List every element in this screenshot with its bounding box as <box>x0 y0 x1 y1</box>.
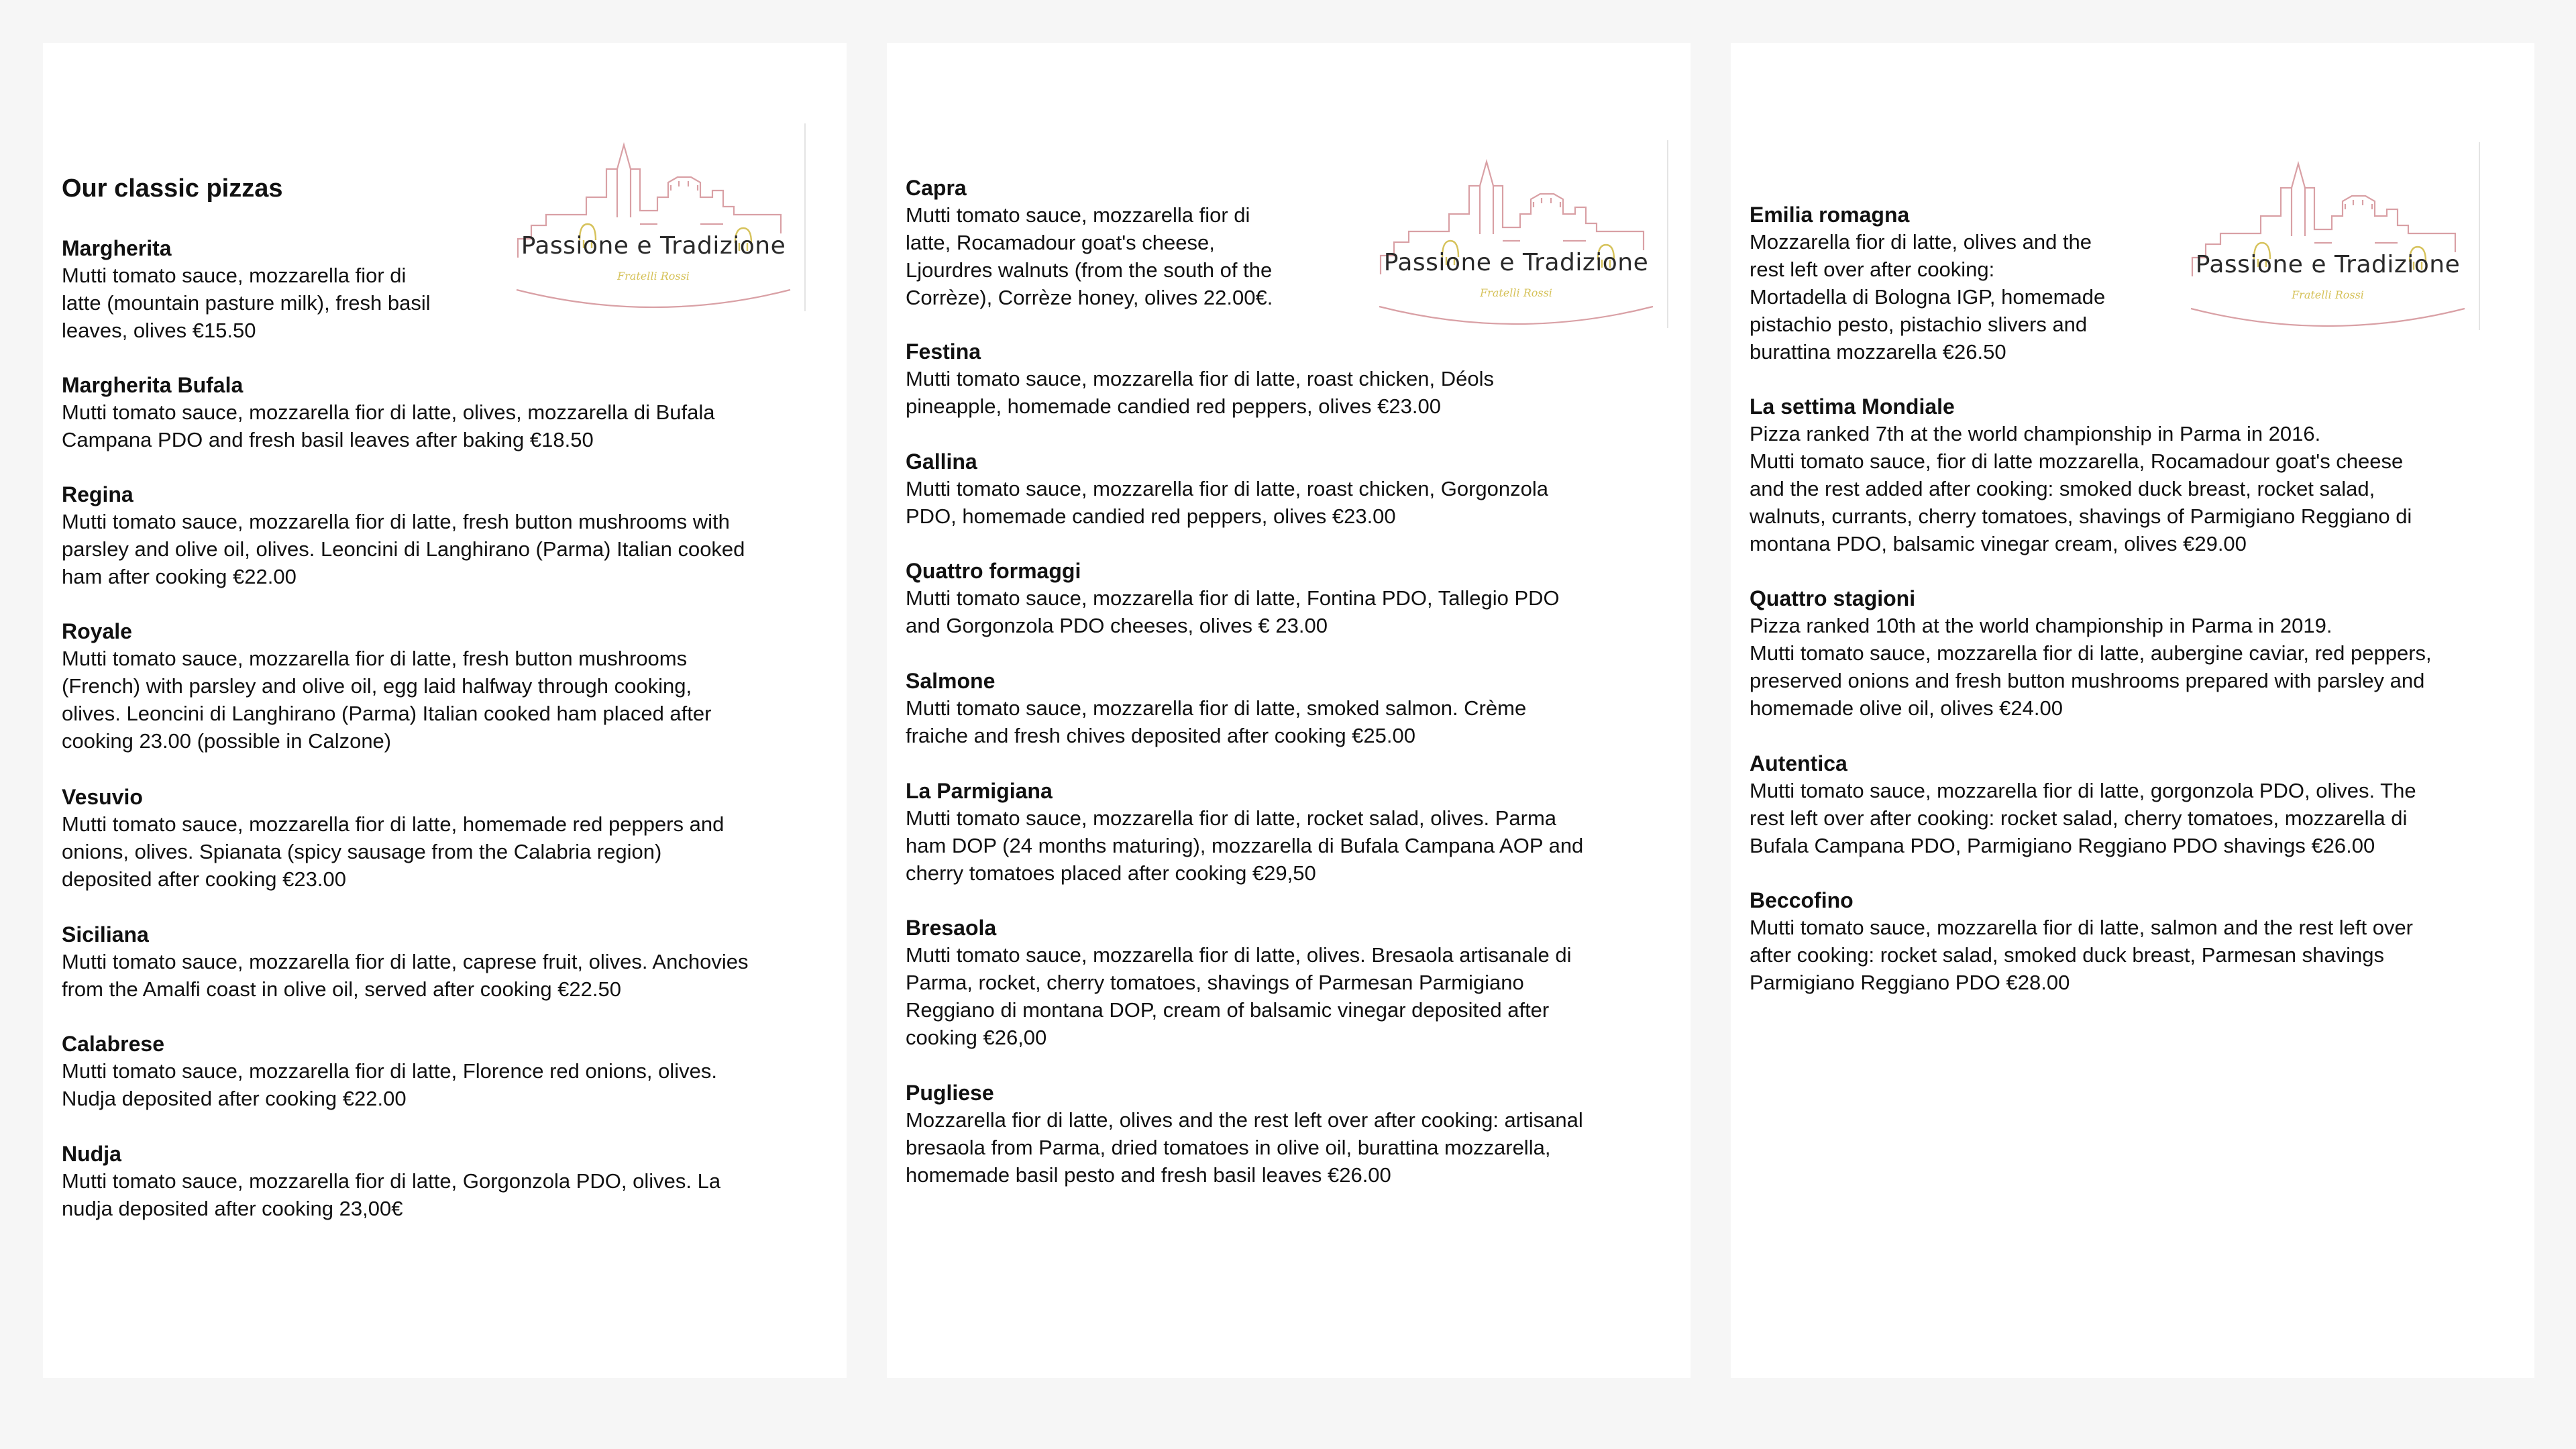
menu-item-name: Royale <box>62 619 132 643</box>
menu-item-name: Capra <box>906 176 967 200</box>
menu-page-2 <box>887 43 1690 1378</box>
menu-item <box>62 372 714 453</box>
menu-page-1 <box>43 43 847 1378</box>
menu-item-name: Nudja <box>62 1142 121 1166</box>
menu-item-name: Quattro stagioni <box>1750 586 1916 610</box>
menu-item-name: Beccofino <box>1750 888 1854 912</box>
menu-item <box>906 338 1494 420</box>
menu-item-name: Regina <box>62 482 133 506</box>
menu-item-name: Siciliana <box>62 922 149 947</box>
menu-item <box>62 1030 717 1112</box>
menu-item-description: Mutti tomato sauce, mozzarella fior di latte, gorgonzola PDO, olives. The rest left over after cooking: rocket salad, cherry tomatoes, mozzarella di Bufala Campana PDO, Parmigiano Reggiano PDO shavings €26.00 <box>1750 779 2416 857</box>
menu-item-description: Mutti tomato sauce, mozzarella fior di latte, olives. Bresaola artisanale di Parma, rocket, cherry tomatoes, shavings of Parmesan Parmigiano Reggiano di montana DOP, cream of balsamic vinegar deposited after cooking €26,00 <box>906 943 1572 1049</box>
menu-item <box>1750 201 2105 366</box>
menu-item <box>906 667 1526 749</box>
menu-item-description: Mozzarella fior di latte, olives and the rest left over after cooking: artisanal bresaola from Parma, dried tomatoes in olive oil, burattina mozzarella, homemade basil pesto and fresh basil leaves €26.00 <box>906 1108 1583 1187</box>
menu-item-description: Mutti tomato sauce, mozzarella fior di latte, fresh button mushrooms with parsley and olive oil, olives. Leoncini di Langhirano (Parma) Italian cooked ham after cooking €22.00 <box>62 510 745 588</box>
menu-item-description: Mutti tomato sauce, mozzarella fior di latte, Rocamadour goat's cheese, Ljourdres walnuts (from the south of the Corrèze), Corrèze honey, olives 22.00€. <box>906 203 1273 309</box>
menu-item-name: Emilia romagna <box>1750 203 1910 227</box>
menu-item-description: Mutti tomato sauce, mozzarella fior di latte, smoked salmon. Crème fraiche and fresh chives deposited after cooking €25.00 <box>906 696 1527 747</box>
menu-item <box>906 557 1560 639</box>
menu-item <box>906 914 1571 1051</box>
city-skyline-logo-icon <box>499 97 808 348</box>
brand-signature: Fratelli Rossi <box>1480 286 1552 299</box>
menu-item <box>906 777 1583 887</box>
menu-item-name: Calabrese <box>62 1032 164 1056</box>
menu-item <box>1750 887 2413 996</box>
brand-name: Passione e Tradizione <box>1383 249 1649 276</box>
menu-item-description: Mutti tomato sauce, mozzarella fior di latte, olives, mozzarella di Bufala Campana PDO and fresh basil leaves after baking €18.50 <box>62 400 715 451</box>
menu-item-name: Salmone <box>906 669 996 693</box>
menu-item-name: Margherita <box>62 236 172 260</box>
menu-item <box>62 784 724 893</box>
menu-item-description: Mutti tomato sauce, mozzarella fior di latte, fresh button mushrooms (French) with parsley and olive oil, egg laid halfway through cooking, olives. Leoncini di Langhirano (Parma) Italian cooked ham placed after cooking 23.00 (possible in Calzone) <box>62 647 712 753</box>
brand-name: Passione e Tradizione <box>2195 251 2461 278</box>
menu-item-name: Festina <box>906 339 981 364</box>
menu-item-name: Bresaola <box>906 916 997 940</box>
menu-item-description: Mutti tomato sauce, mozzarella fior di latte, roast chicken, Gorgonzola PDO, homemade candied red peppers, olives €23.00 <box>906 477 1548 528</box>
brand-logo <box>499 97 808 348</box>
menu-item <box>62 481 745 590</box>
menu-item-name: Vesuvio <box>62 785 143 809</box>
menu-item-description: Mutti tomato sauce, mozzarella fior di latte, Fontina PDO, Tallegio PDO and Gorgonzola PDO cheeses, olives € 23.00 <box>906 586 1560 637</box>
menu-item-description: Pizza ranked 7th at the world championship in Parma in 2016. Mutti tomato sauce, fior di latte mozzarella, Rocamadour goat's cheese and the rest added after cooking: smoked duck breast, rocket salad, walnuts, currants, cherry tomatoes, shavings of Parmigiano Reggiano di montana PDO, balsamic vinegar cream, olives €29.00 <box>1750 422 2412 555</box>
menu-item-description: Mutti tomato sauce, mozzarella fior di latte, caprese fruit, olives. Anchovies from the Amalfi coast in olive oil, served after cooking €22.50 <box>62 950 749 1001</box>
menu-item-description: Mutti tomato sauce, mozzarella fior di latte, rocket salad, olives. Parma ham DOP (24 months maturing), mozzarella di Bufala Campana AOP and cherry tomatoes placed after cooking €29,50 <box>906 806 1584 885</box>
menu-title: Our classic pizzas <box>62 174 283 203</box>
menu-item-description: Mutti tomato sauce, mozzarella fior di latte (mountain pasture milk), fresh basil leaves, olives €15.50 <box>62 264 431 342</box>
menu-item <box>1750 750 2416 859</box>
menu-item-description: Pizza ranked 10th at the world championship in Parma in 2019. Mutti tomato sauce, mozzarella fior di latte, aubergine caviar, red peppers, preserved onions and fresh button mushrooms prepared with parsley and homemade olive oil, olives €24.00 <box>1750 614 2432 720</box>
menu-item-name: Pugliese <box>906 1081 994 1105</box>
menu-item-description: Mozzarella fior di latte, olives and the rest left over after cooking: Mortadella di Bologna IGP, homemade pistachio pesto, pistachio slivers and burattina mozzarella €26.50 <box>1750 230 2106 364</box>
menu-item <box>62 921 748 1003</box>
brand-logo <box>2174 115 2482 367</box>
brand-signature: Fratelli Rossi <box>617 270 690 282</box>
menu-item-description: Mutti tomato sauce, mozzarella fior di latte, salmon and the rest left over after cooking: rocket salad, smoked duck breast, Parmesan shavings Parmigiano Reggiano PDO €28.00 <box>1750 916 2414 994</box>
menu-item-name: Autentica <box>1750 751 1847 775</box>
menu-item <box>906 174 1273 311</box>
menu-item <box>62 618 711 755</box>
menu-item <box>1750 393 2412 557</box>
menu-item-name: La settima Mondiale <box>1750 394 1955 419</box>
menu-item-description: Mutti tomato sauce, mozzarella fior di latte, Florence red onions, olives. Nudja deposited after cooking €22.00 <box>62 1059 717 1110</box>
menu-item-description: Mutti tomato sauce, mozzarella fior di latte, Gorgonzola PDO, olives. La nudja deposited after cooking 23,00€ <box>62 1169 721 1220</box>
brand-name: Passione e Tradizione <box>521 232 786 260</box>
brand-logo <box>1362 113 1670 365</box>
city-skyline-logo-icon <box>1362 113 1670 365</box>
menu-item <box>62 235 431 344</box>
menu-item-name: La Parmigiana <box>906 779 1053 803</box>
brand-signature: Fratelli Rossi <box>2292 288 2364 301</box>
menu-item <box>1750 585 2432 722</box>
menu-item-description: Mutti tomato sauce, mozzarella fior di latte, homemade red peppers and onions, olives. Spianata (spicy sausage from the Calabria region) deposited after cooking €23.00 <box>62 812 724 891</box>
menu-item-description: Mutti tomato sauce, mozzarella fior di latte, roast chicken, Déols pineapple, homemade candied red peppers, olives €23.00 <box>906 367 1494 418</box>
menu-item-name: Quattro formaggi <box>906 559 1081 583</box>
menu-item <box>62 1140 720 1222</box>
city-skyline-logo-icon <box>2174 115 2482 367</box>
menu-item-name: Margherita Bufala <box>62 373 244 397</box>
menu-item <box>906 1079 1583 1189</box>
menu-item <box>906 448 1548 530</box>
menu-page-3 <box>1731 43 2534 1378</box>
menu-item-name: Gallina <box>906 449 977 474</box>
